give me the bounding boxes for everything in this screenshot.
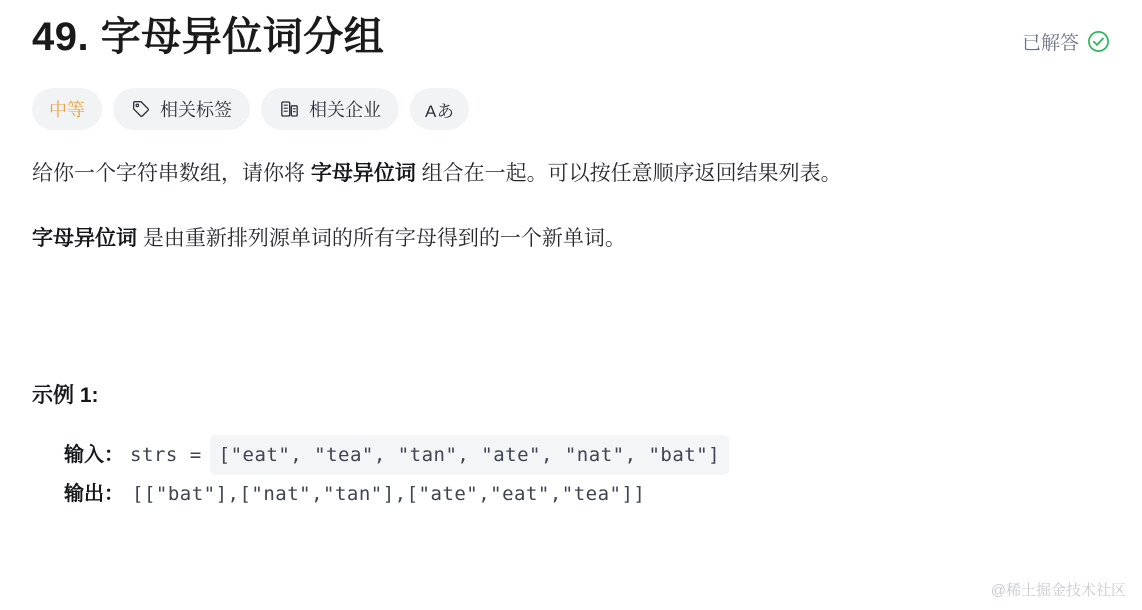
example-title: 示例 1:	[32, 383, 99, 407]
example-output-label: 输出：	[64, 482, 124, 505]
watermark: @稀土掘金技术社区	[990, 582, 1126, 599]
example-input-label: 输入：	[64, 443, 124, 466]
related-companies-pill[interactable]	[261, 88, 399, 130]
paragraph2-rest: 是由重新排列源单词的所有字母得到的一个新单词。	[137, 227, 626, 251]
description-body	[0, 156, 1142, 257]
related-tags-label: 相关标签	[160, 100, 232, 120]
paragraph1-bold-term: 字母异位词	[310, 162, 416, 185]
status-badge	[1022, 28, 1110, 55]
example-output-value: [["bat"],["nat","tan"],["ate","eat","tea"]]	[132, 482, 646, 505]
paragraph1-part1: 给你一个字符串数组，请你将	[32, 162, 311, 185]
example-output-line	[64, 475, 1110, 513]
example-input-line	[64, 435, 1110, 475]
example-input-value: ["eat", "tea", "tan", "ate", "nat", "bat"]	[210, 435, 729, 475]
status-label: 已解答	[1021, 33, 1079, 54]
example-input-variable: strs =	[130, 443, 202, 466]
pill-row	[0, 64, 1142, 130]
paragraph1-part2: 组合在一起。可以按任意顺序返回结果列表。	[415, 162, 842, 185]
language-toggle-pill[interactable]	[410, 88, 469, 130]
difficulty-label: 中等	[49, 100, 85, 120]
example-block	[0, 435, 1142, 513]
description-paragraph-1	[32, 156, 1092, 191]
language-toggle-label: Aあ	[425, 101, 455, 121]
difficulty-pill[interactable]	[32, 88, 102, 130]
description-paragraph-2	[32, 221, 1092, 256]
related-companies-label: 相关企业	[309, 100, 381, 120]
tag-icon	[131, 99, 151, 119]
title-row	[0, 0, 1142, 64]
page-title: 49. 字母异位词分组	[32, 15, 385, 59]
check-circle-icon	[1087, 30, 1110, 53]
company-icon	[279, 99, 300, 119]
paragraph2-bold-term: 字母异位词	[32, 227, 137, 251]
related-tags-pill[interactable]	[113, 88, 250, 130]
